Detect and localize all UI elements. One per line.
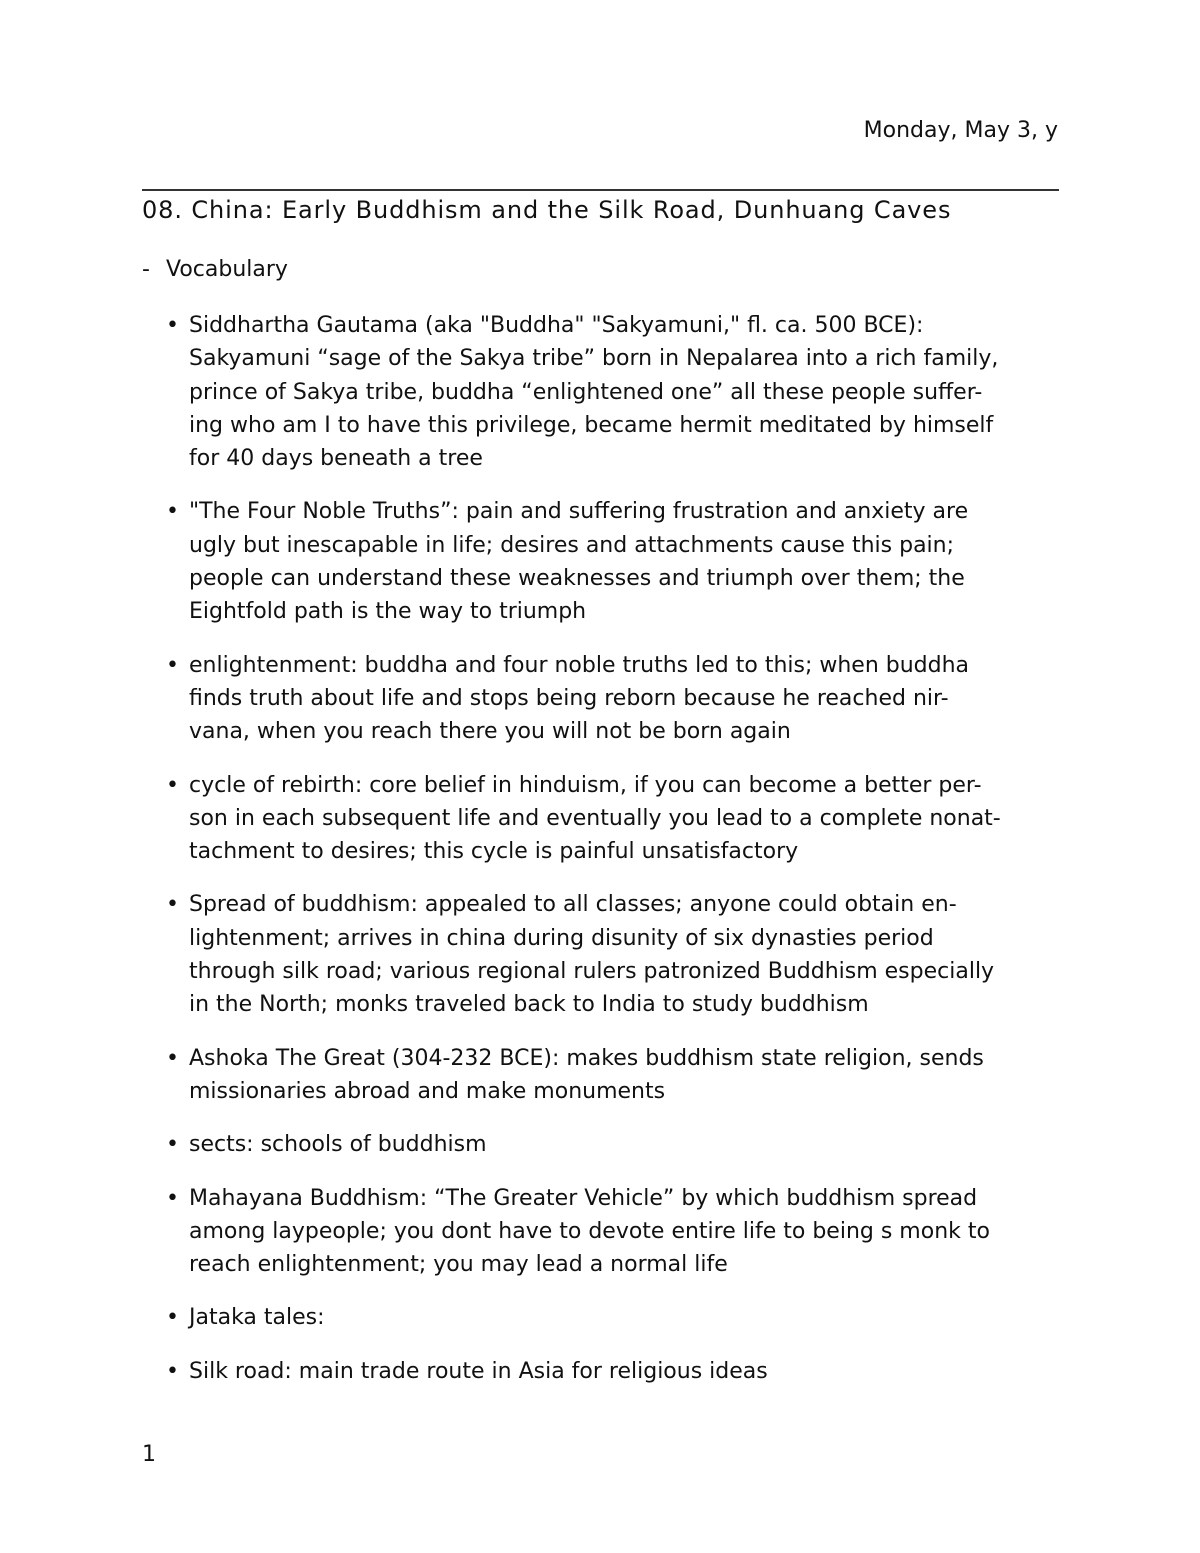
- list-item: [166, 769, 1066, 869]
- bullet-icon: •: [166, 1185, 179, 1211]
- bullet-icon: •: [166, 313, 179, 338]
- list-item-line: Silk road: main trade route in Asia for religious ideas: [189, 1358, 768, 1384]
- bullet-icon: •: [166, 1045, 179, 1071]
- list-item-line: cycle of rebirth: core belief in hinduism, if you can become a better per-: [189, 772, 982, 798]
- page-title: 08. China: Early Buddhism and the Silk Road, Dunhuang Caves: [142, 196, 952, 224]
- list-item: [166, 1182, 1066, 1282]
- list-item: [166, 888, 1066, 1021]
- bullet-icon: •: [166, 1132, 179, 1158]
- list-item-line: son in each subsequent life and eventually you lead to a complete nonat-: [189, 805, 1001, 831]
- list-item: [166, 1301, 1066, 1334]
- list-item: [166, 309, 1066, 475]
- list-item-line: for 40 days beneath a tree: [189, 446, 483, 472]
- list-item: [166, 495, 1066, 628]
- bullet-icon: •: [166, 1305, 179, 1331]
- list-item-line: enlightenment: buddha and four noble truths led to this; when buddha: [189, 652, 970, 678]
- section-dash: -: [142, 257, 150, 282]
- list-item-line: prince of Sakya tribe, buddha “enlightened one” all these people suffer-: [189, 379, 983, 405]
- list-item: [166, 1355, 1066, 1388]
- list-item-line: Jataka tales:: [189, 1305, 325, 1331]
- list-item-line: in the North; monks traveled back to India to study buddhism: [189, 992, 869, 1018]
- bullet-icon: •: [166, 652, 179, 678]
- bullet-icon: •: [166, 1358, 179, 1384]
- list-item-line: ugly but inescapable in life; desires and attachments cause this pain;: [189, 532, 955, 558]
- list-item-line: missionaries abroad and make monuments: [189, 1078, 666, 1104]
- list-item-line: lightenment; arrives in china during disunity of six dynasties period: [189, 925, 934, 951]
- list-item-line: Sakyamuni “sage of the Sakya tribe” born in Nepalarea into a rich family,: [189, 346, 999, 372]
- list-item-line: Siddhartha Gautama (aka "Buddha" "Sakyamuni," fl. ca. 500 BCE):: [189, 313, 924, 338]
- header-date: Monday, May 3, y: [863, 118, 1058, 143]
- list-item-line: Mahayana Buddhism: “The Greater Vehicle” by which buddhism spread: [189, 1185, 978, 1211]
- bullet-icon: •: [166, 892, 179, 918]
- list-item-line: Spread of buddhism: appealed to all classes; anyone could obtain en-: [189, 892, 957, 918]
- title-divider: [142, 189, 1059, 191]
- list-item-line: ing who am I to have this privilege, became hermit meditated by himself: [189, 412, 994, 438]
- list-item: [166, 649, 1066, 749]
- list-item-line: tachment to desires; this cycle is painful unsatisfactory: [189, 839, 799, 865]
- page-number: 1: [142, 1442, 156, 1467]
- list-item-line: vana, when you reach there you will not be born again: [189, 719, 791, 745]
- vocabulary-list: [166, 309, 1066, 1408]
- list-item-line: Eightfold path is the way to triumph: [189, 599, 587, 625]
- list-item-line: finds truth about life and stops being reborn because he reached nir-: [189, 685, 949, 711]
- list-item-line: reach enlightenment; you may lead a normal life: [189, 1252, 728, 1278]
- list-item-line: sects: schools of buddhism: [189, 1132, 487, 1158]
- list-item: [166, 1128, 1066, 1161]
- section-heading: [142, 255, 288, 285]
- bullet-icon: •: [166, 772, 179, 798]
- bullet-icon: •: [166, 499, 179, 525]
- list-item-line: Ashoka The Great (304-232 BCE): makes buddhism state religion, sends: [189, 1045, 984, 1071]
- list-item-line: people can understand these weaknesses and triumph over them; the: [189, 566, 965, 592]
- list-item-line: among laypeople; you dont have to devote entire life to being s monk to: [189, 1218, 990, 1244]
- section-label: Vocabulary: [166, 257, 288, 282]
- list-item-line: through silk road; various regional rulers patronized Buddhism especially: [189, 959, 995, 985]
- list-item-line: "The Four Noble Truths”: pain and suffering frustration and anxiety are: [189, 499, 969, 525]
- list-item: [166, 1042, 1066, 1109]
